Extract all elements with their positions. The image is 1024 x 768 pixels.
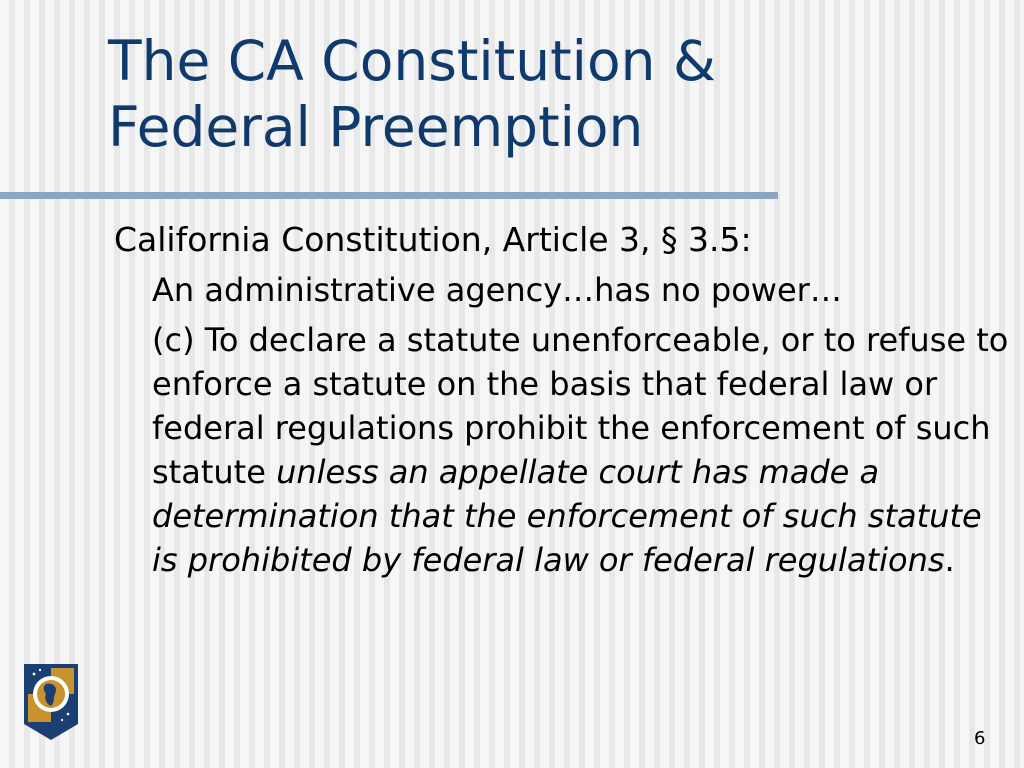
page-number: 6 xyxy=(974,728,986,749)
slide-body xyxy=(114,218,1014,582)
heading-bullet: California Constitution, Article 3, § 3.5: xyxy=(114,220,752,259)
seal-logo-icon xyxy=(24,664,78,740)
clause-normal-text: (c) To declare a statute unenforceable, or to refuse to enforce a statute on the basis that federal law or federal regulations prohibit the enforcement of such statute xyxy=(152,321,1009,491)
clause-text xyxy=(152,318,1014,582)
title-divider xyxy=(0,192,778,199)
clause-end-text: . xyxy=(944,541,955,579)
clause-italic-text: unless an appellate court has made a determination that the enforcement of such statute is prohibited by federal law or federal regulations xyxy=(152,453,982,579)
title-line-2: Federal Preemption xyxy=(108,95,644,159)
slide-title xyxy=(108,28,988,160)
subpoint-text: An administrative agency…has no power… xyxy=(152,271,842,309)
title-line-1: The CA Constitution & xyxy=(108,29,716,93)
